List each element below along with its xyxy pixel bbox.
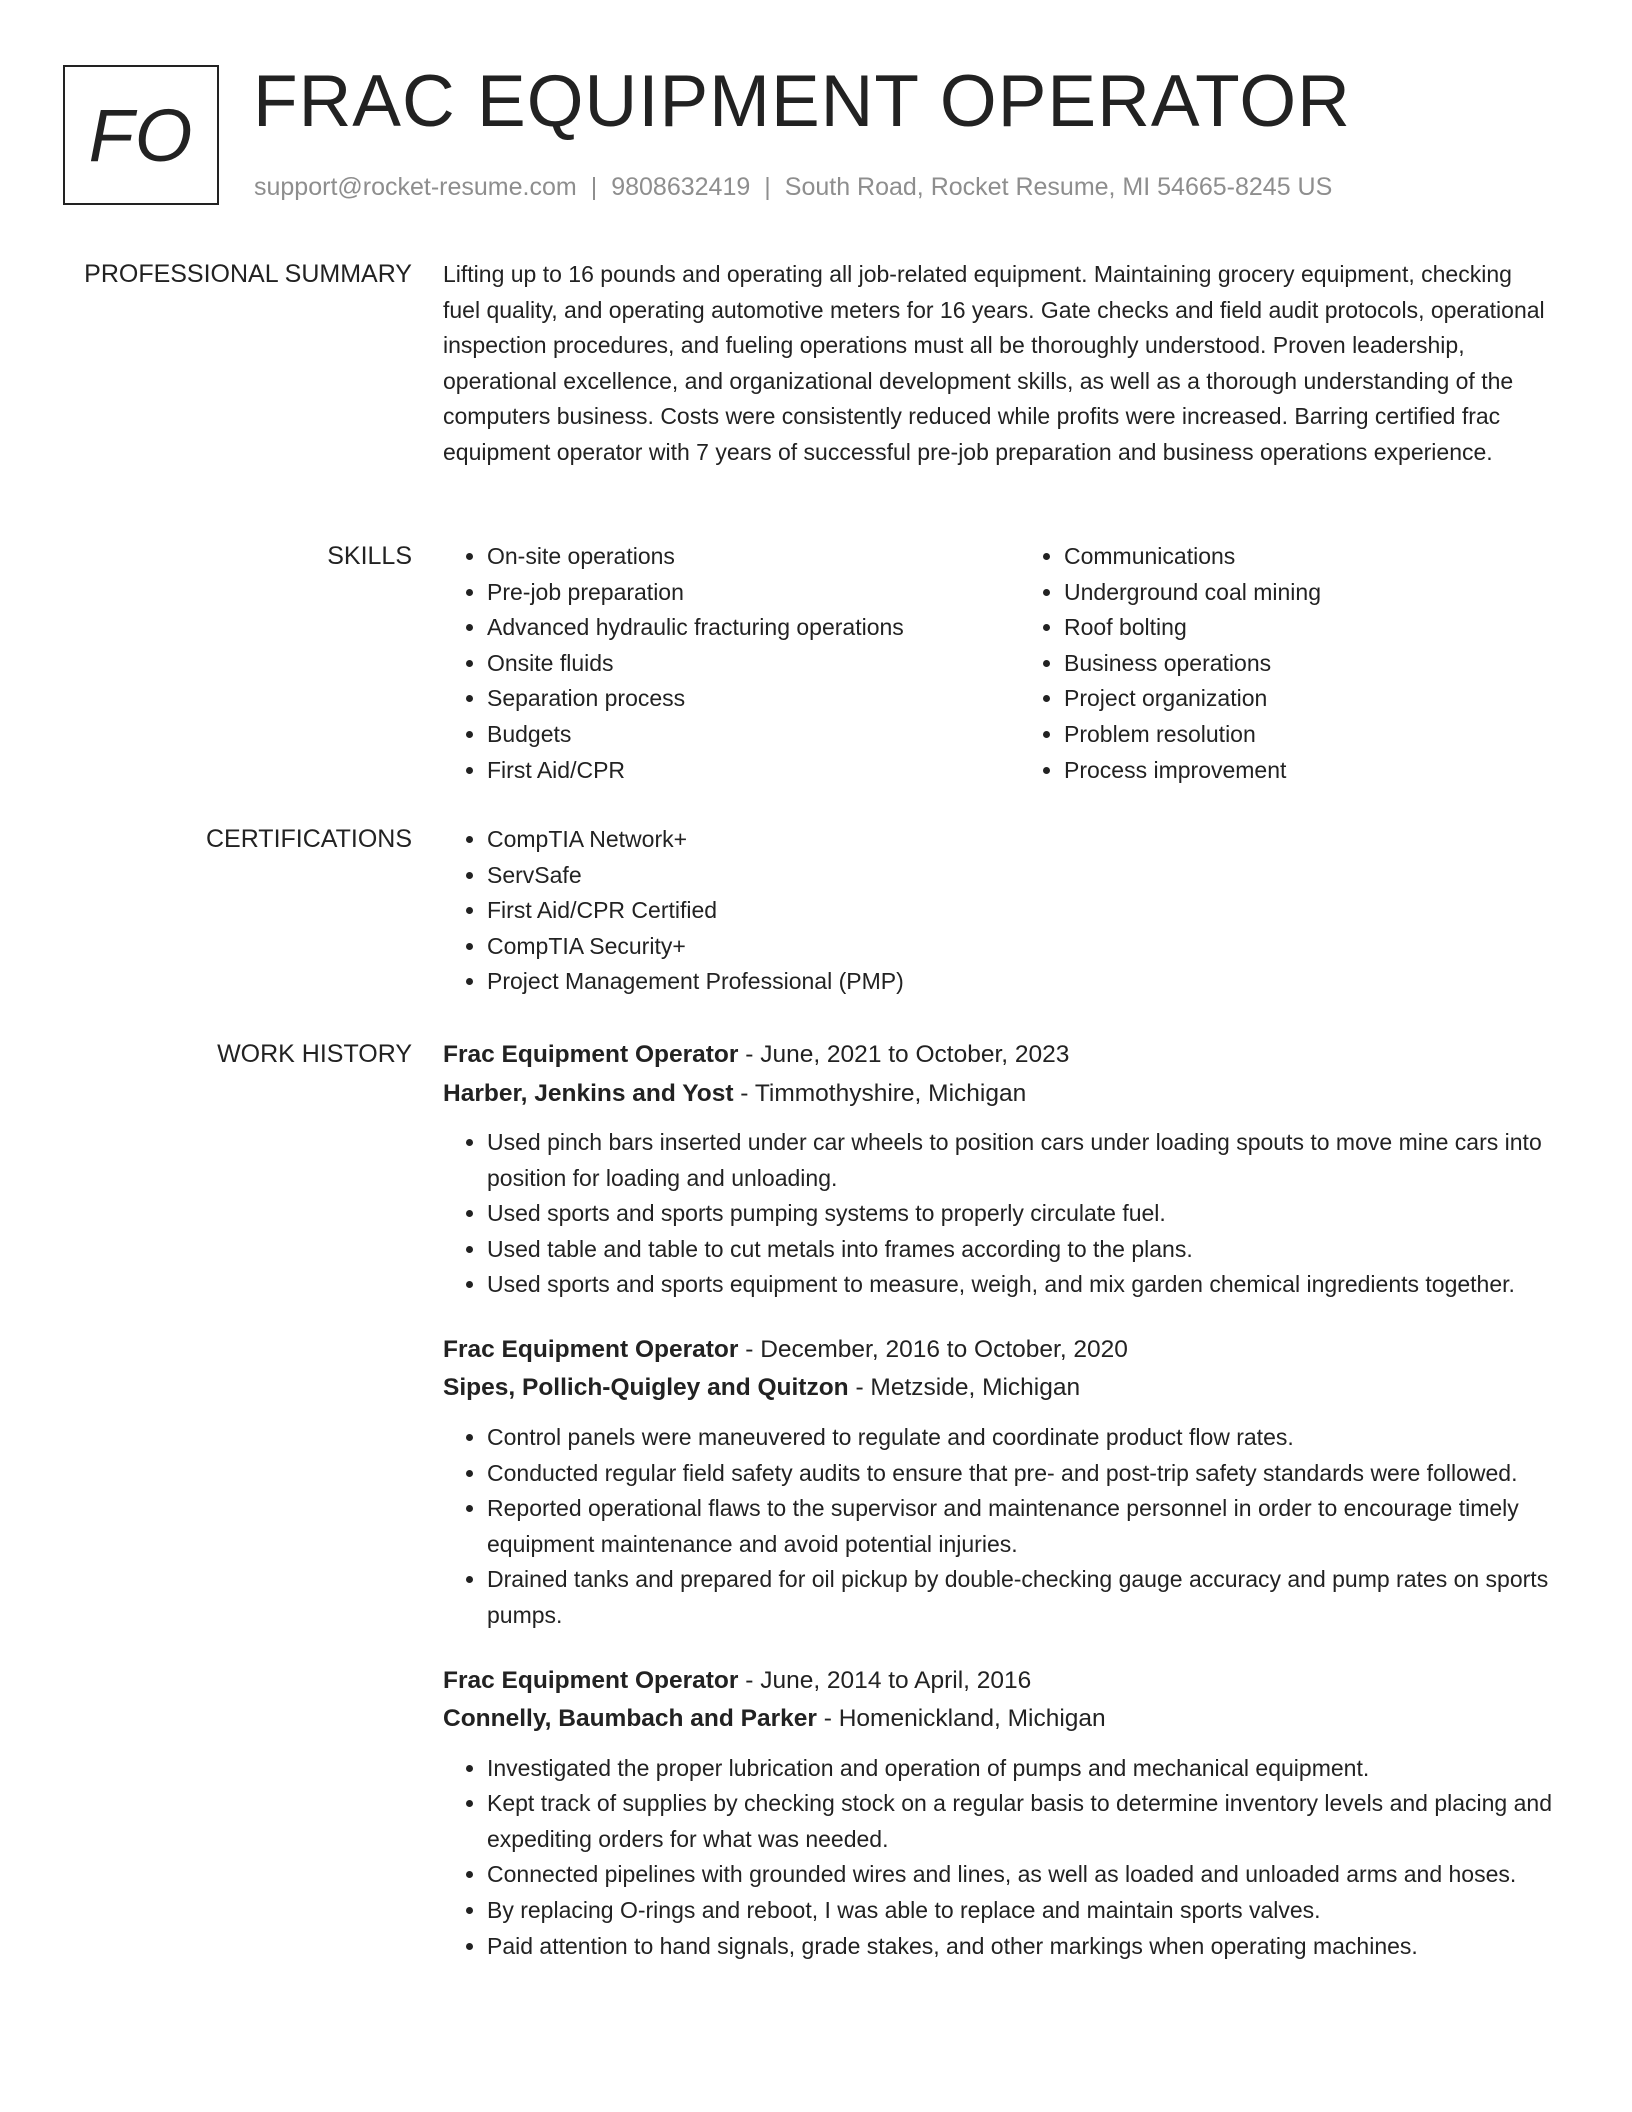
- job-duties: [443, 1125, 1553, 1303]
- job-entry: [443, 1331, 1553, 1634]
- skill-item: • Problem resolution: [1064, 717, 1553, 753]
- skills-list-right: [1020, 539, 1553, 788]
- skill-item: • Separation process: [487, 681, 1020, 717]
- skill-item: • Project organization: [1064, 681, 1553, 717]
- skill-item: • Communications: [1064, 539, 1553, 575]
- job-duties: [443, 1420, 1553, 1634]
- skill-item: • Roof bolting: [1064, 610, 1553, 646]
- job-duty: • Kept track of supplies by checking stock on a regular basis to determine inventory levels and placing and expediting orders for what was needed.: [487, 1786, 1553, 1857]
- contact-address: South Road, Rocket Resume, MI 54665-8245 US: [784, 173, 1333, 201]
- job-duty: • Drained tanks and prepared for oil pickup by double-checking gauge accuracy and pump rates on sports pumps.: [487, 1562, 1553, 1633]
- skill-item: • On-site operations: [487, 539, 1020, 575]
- certification-item: • ServSafe: [487, 858, 1553, 894]
- job-location: - Timmothyshire, Michigan: [733, 1079, 1027, 1107]
- resume-title: FRAC EQUIPMENT OPERATOR: [253, 61, 1351, 142]
- job-location: - Homenickland, Michigan: [816, 1705, 1106, 1733]
- job-dates: - December, 2016 to October, 2020: [738, 1335, 1128, 1363]
- monogram-initials: FO: [88, 93, 194, 177]
- job-title: Frac Equipment Operator: [443, 1335, 739, 1363]
- job-company: Connelly, Baumbach and Parker: [443, 1705, 817, 1733]
- skill-item: • Process improvement: [1064, 753, 1553, 789]
- certification-item: • Project Management Professional (PMP): [487, 964, 1553, 1000]
- job-duty: • Reported operational flaws to the supervisor and maintenance personnel in order to encourage timely equipment maintenance and avoid potential injuries.: [487, 1491, 1553, 1562]
- job-dates: - June, 2021 to October, 2023: [738, 1041, 1070, 1068]
- summary-text: Lifting up to 16 pounds and operating all job-related equipment. Maintaining grocery equipment, checking fuel quality, and operating automotive meters for 16 years. Gate checks and field audit protocols, operational inspection procedures, and fueling operations must all be thoroughly understood. Proven leadership, operational excellence, and organizational development skills, as well as a thorough understanding of the computers business. Costs were consistently reduced while profits were increased. Barring certified frac equipment operator with 7 years of successful pre-job preparation and business operations experience.: [443, 261, 1545, 465]
- contact-separator: |: [590, 173, 598, 201]
- job-title-line: [443, 1331, 1553, 1370]
- job-company-line: [443, 1369, 1553, 1408]
- contact-separator: |: [764, 173, 771, 201]
- job-duty: • Conducted regular field safety audits to ensure that pre- and post-trip safety standards were followed.: [487, 1456, 1553, 1492]
- job-title: Frac Equipment Operator: [443, 1666, 739, 1694]
- job-duties: [443, 1751, 1553, 1965]
- job-company: Sipes, Pollich-Quigley and Quitzon: [443, 1374, 849, 1402]
- job-dates: - June, 2014 to April, 2016: [738, 1666, 1032, 1694]
- job-company-line: [443, 1700, 1553, 1739]
- job-entry: [443, 1662, 1553, 1965]
- job-title: Frac Equipment Operator: [443, 1041, 739, 1068]
- contact-line: [254, 173, 1332, 202]
- job-duty: • Used sports and sports pumping systems to properly circulate fuel.: [487, 1196, 1553, 1232]
- contact-phone: 9808632419: [611, 173, 751, 201]
- certification-item: • CompTIA Network+: [487, 822, 1553, 858]
- monogram-box: [63, 65, 219, 205]
- contact-email: support@rocket-resume.com: [254, 173, 577, 201]
- skills-label: SKILLS: [327, 542, 412, 570]
- skill-item: • Pre-job preparation: [487, 575, 1020, 611]
- job-location: - Metzside, Michigan: [848, 1374, 1081, 1402]
- job-duty: • Used table and table to cut metals into frames according to the plans.: [487, 1232, 1553, 1268]
- certification-item: • First Aid/CPR Certified: [487, 893, 1553, 929]
- job-duty: • Paid attention to hand signals, grade stakes, and other markings when operating machines.: [487, 1929, 1553, 1965]
- certifications-label: CERTIFICATIONS: [205, 825, 412, 853]
- skill-item: • Business operations: [1064, 646, 1553, 682]
- skill-item: • Underground coal mining: [1064, 575, 1553, 611]
- job-duty: • Connected pipelines with grounded wires and lines, as well as loaded and unloaded arms and hoses.: [487, 1857, 1553, 1893]
- job-company: Harber, Jenkins and Yost: [443, 1079, 734, 1107]
- job-duty: • Investigated the proper lubrication and operation of pumps and mechanical equipment.: [487, 1751, 1553, 1787]
- job-duty: • Control panels were maneuvered to regulate and coordinate product flow rates.: [487, 1420, 1553, 1456]
- work-history-label: WORK HISTORY: [217, 1040, 412, 1068]
- skill-item: • First Aid/CPR: [487, 753, 1020, 789]
- certification-item: • CompTIA Security+: [487, 929, 1553, 965]
- job-title-line: [443, 1662, 1553, 1701]
- certifications-list: [443, 822, 1553, 1000]
- job-title-line: [443, 1036, 1553, 1075]
- job-entry: [443, 1036, 1553, 1303]
- job-duty: • Used sports and sports equipment to measure, weigh, and mix garden chemical ingredients together.: [487, 1267, 1553, 1303]
- skills-list-left: [443, 539, 1020, 788]
- skill-item: • Advanced hydraulic fracturing operations: [487, 610, 1020, 646]
- job-company-line: [443, 1075, 1553, 1114]
- job-duty: • Used pinch bars inserted under car wheels to position cars under loading spouts to move mine cars into position for loading and unloading.: [487, 1125, 1553, 1196]
- skill-item: • Onsite fluids: [487, 646, 1020, 682]
- job-duty: • By replacing O-rings and reboot, I was able to replace and maintain sports valves.: [487, 1893, 1553, 1929]
- skill-item: • Budgets: [487, 717, 1020, 753]
- summary-label: PROFESSIONAL SUMMARY: [84, 260, 412, 288]
